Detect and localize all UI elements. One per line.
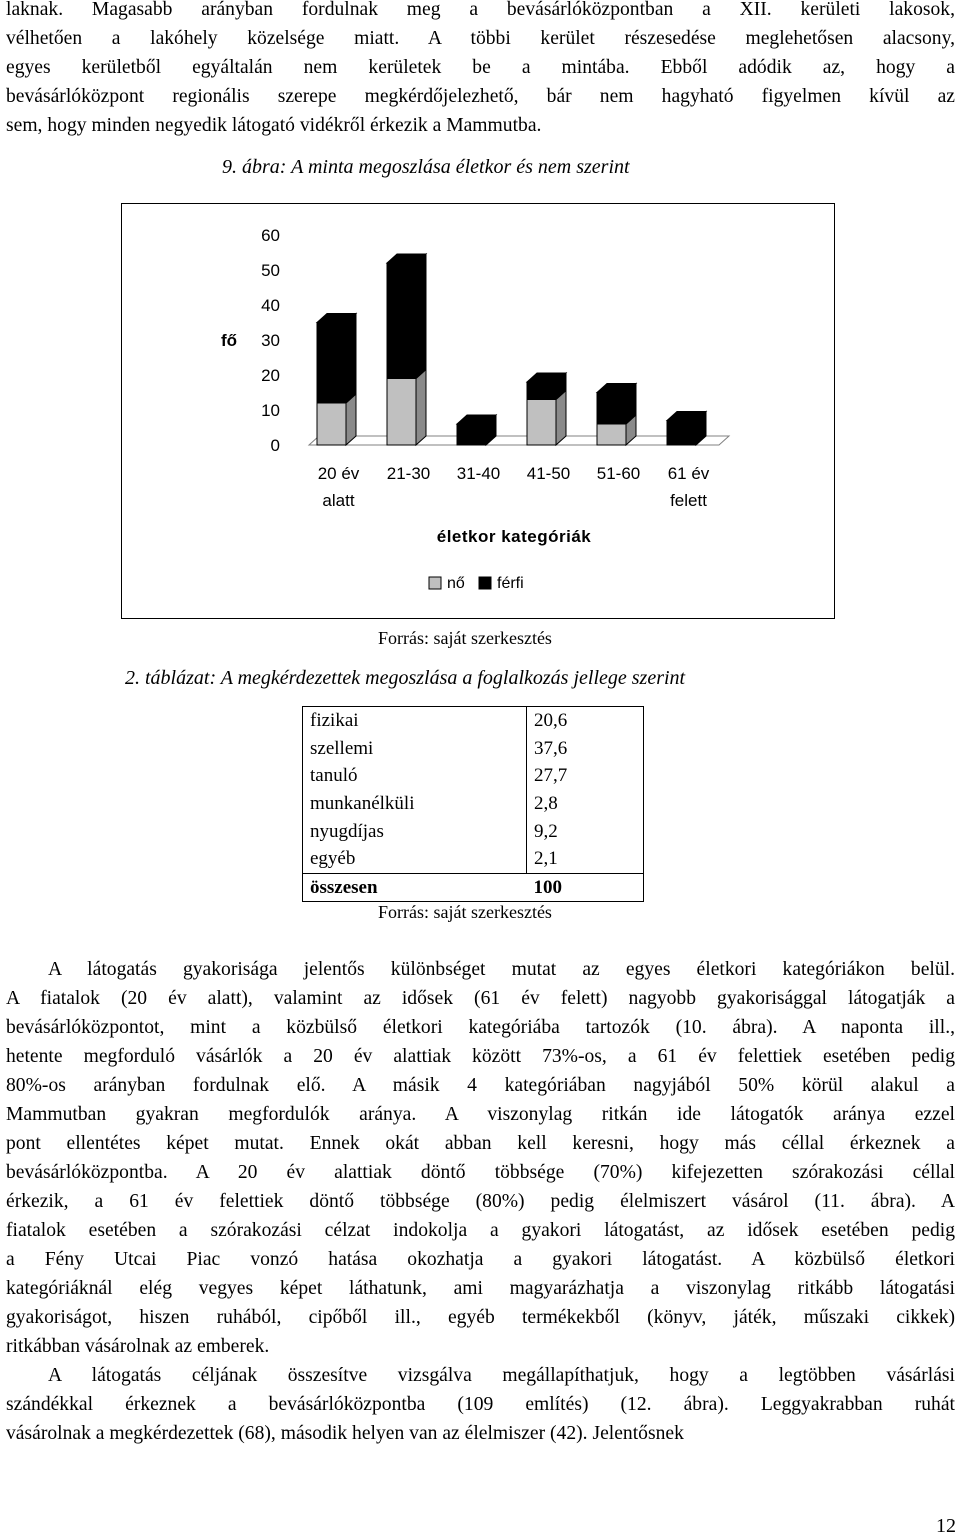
table-cell-value: 37,6 <box>534 737 568 759</box>
y-axis-label: fő <box>220 331 238 350</box>
chart-floor <box>309 436 729 445</box>
text-line: fiatalok esetében a szórakozási célzat indokolja a gyakori látogatást, az idősek esetében pedig <box>6 1220 955 1241</box>
text-line: érkezik, a 61 év felettiek döntő többsége (80%) pedig élelmiszert vásárol (11. ábra). A <box>6 1191 955 1212</box>
text-line: 80%-os arányban fordulnak elő. A másik 4 kategóriában nagyjából 50% körül alakul a <box>6 1075 955 1096</box>
table-row <box>303 845 644 873</box>
x-tick-label: 21-30 <box>386 464 431 483</box>
text-line: sem, hogy minden negyedik látogató vidékről érkezik a Mammutba. <box>6 115 542 136</box>
chart-frame <box>121 203 835 619</box>
bar-férfi-5 <box>667 421 696 446</box>
paragraph-visit-purpose <box>6 1361 955 1448</box>
x-axis-label: életkor kategóriák <box>436 527 592 546</box>
table-cell-label: munkanélküli <box>303 790 527 818</box>
table-cell-value: 20,6 <box>534 710 568 732</box>
table-cell-value: 27,7 <box>534 765 568 787</box>
y-tick-label: 0 <box>270 436 280 455</box>
bar-férfi-4 <box>597 393 626 425</box>
y-tick-label: 40 <box>261 296 280 315</box>
bar-side-férfi-0 <box>346 314 356 404</box>
table-cell-value: 9,2 <box>534 820 558 842</box>
page-number: 12 <box>936 1515 956 1537</box>
bar-nő-4 <box>597 424 626 445</box>
text-line: vélhetően a lakóhely közelsége miatt. A többi kerület részesedése meglehetősen alacsony, <box>6 28 955 49</box>
bar-férfi-1 <box>387 263 416 379</box>
y-tick-label: 50 <box>261 261 280 280</box>
table-cell-value: 2,8 <box>534 793 558 815</box>
x-tick-label: felett <box>670 491 707 510</box>
bar-nő-0 <box>317 403 346 445</box>
table-cell-label: egyéb <box>303 845 527 873</box>
x-tick-label: 51-60 <box>596 464 641 483</box>
table-cell-label: szellemi <box>303 735 527 763</box>
age-gender-bar-chart <box>122 204 836 620</box>
x-tick-label: alatt <box>322 491 355 510</box>
text-line: A fiatalok (20 év alatt), valamint az idősek (61 év felett) nagyobb gyakorisággal látogatják a <box>6 988 955 1009</box>
table-row <box>303 735 644 763</box>
text-line: pont ellentétes képet mutat. Ennek okát abban kell keresni, hogy más céllal érkeznek a <box>6 1133 955 1154</box>
y-tick-label: 10 <box>261 401 280 420</box>
text-line: szándékkal érkeznek a bevásárlóközpontba (109 említés) (12. ábra). Leggyakrabban ruhát <box>6 1394 955 1415</box>
table-row <box>303 817 644 845</box>
table-row <box>303 707 644 735</box>
bar-nő-1 <box>387 379 416 446</box>
x-tick-label: 31-40 <box>456 464 501 483</box>
paragraph-visit-frequency <box>6 955 955 1361</box>
text-line: Mammutban gyakran megfordulók aránya. A viszonylag ritkán ide látogatók aránya ezzel <box>6 1104 955 1125</box>
figure-source: Forrás: saját szerkesztés <box>378 628 552 648</box>
text-line: bevásárlóközpont regionális szerepe megkérdőjelezhető, bár nem hagyható figyelmen kívül az <box>6 86 955 107</box>
text-line: bevásárlóközpontot, mint a közbülső életkori kategóriába tartozók (10. ábra). A naponta ill., <box>6 1017 955 1038</box>
bar-nő-3 <box>527 400 556 446</box>
y-tick-label: 60 <box>261 226 280 245</box>
occupation-table <box>302 706 644 902</box>
table-total-row <box>303 873 644 902</box>
table-cell-label: összesen <box>303 873 527 902</box>
table-cell-value: 100 <box>527 873 644 902</box>
table-row <box>303 790 644 818</box>
text-line: hetente megforduló vásárlók a 20 év alattiak között 73%-os, a 61 év felettiek esetében pedig <box>6 1046 955 1067</box>
text-line: egyes kerületből egyáltalán nem kerületek be a mintába. Ebből adódik az, hogy a <box>6 57 955 78</box>
text-line: a Fény Utcai Piac vonzó hatása okozhatja a gyakori látogatást. A közbülső életkori <box>6 1249 955 1270</box>
bar-férfi-0 <box>317 323 346 404</box>
bar-férfi-3 <box>527 382 556 400</box>
bar-side-nő-1 <box>416 370 426 446</box>
text-line: kategóriáknál elég vegyes képet láthatunk, ami magyarázhatja a viszonylag ritkább látogatási <box>6 1278 955 1299</box>
x-tick-label: 61 év <box>667 464 710 483</box>
bar-side-férfi-1 <box>416 254 426 379</box>
x-tick-label: 41-50 <box>526 464 571 483</box>
text-line: vásárolnak a megkérdezettek (68), második helyen van az élelmiszer (42). Jelentősnek <box>6 1423 684 1444</box>
table-cell-label: nyugdíjas <box>303 817 527 845</box>
y-tick-label: 30 <box>261 331 280 350</box>
x-tick-label: 20 év <box>317 464 360 483</box>
text-line: A látogatás céljának összesítve vizsgálva megállapíthatjuk, hogy a legtöbben vásárlási <box>48 1365 955 1386</box>
text-line: A látogatás gyakorisága jelentős különbséget mutat az egyes életkori kategóriákon belül. <box>48 959 955 980</box>
table-caption: 2. táblázat: A megkérdezettek megoszlása a foglalkozás jellege szerint <box>125 667 686 689</box>
legend-label-férfi: férfi <box>497 575 524 592</box>
text-line: gyakoriságot, hiszen ruhából, cipőből ill., egyéb termékekből (könyv, játék, műszaki cikkek) <box>6 1307 955 1328</box>
y-tick-label: 20 <box>261 366 280 385</box>
bar-férfi-2 <box>457 424 486 445</box>
text-line: bevásárlóközpontba. A 20 év alattiak döntő többsége (70%) kifejezetten szórakozási céllal <box>6 1162 955 1183</box>
figure-caption: 9. ábra: A minta megoszlása életkor és nem szerint <box>222 156 630 178</box>
text-line: laknak. Magasabb arányban fordulnak meg a bevásárlóközpontban a XII. kerületi lakosok, <box>6 0 955 20</box>
legend-swatch-férfi <box>479 577 491 589</box>
paragraph-top <box>6 0 955 140</box>
table-row <box>303 762 644 790</box>
table-cell-label: tanuló <box>303 762 527 790</box>
text-line: ritkábban vásárolnak az emberek. <box>6 1336 270 1357</box>
legend-swatch-nő <box>429 577 441 589</box>
legend-label-nő: nő <box>447 575 465 592</box>
table-cell-value: 2,1 <box>534 848 558 870</box>
table-cell-label: fizikai <box>303 707 527 735</box>
table-source: Forrás: saját szerkesztés <box>378 902 552 922</box>
